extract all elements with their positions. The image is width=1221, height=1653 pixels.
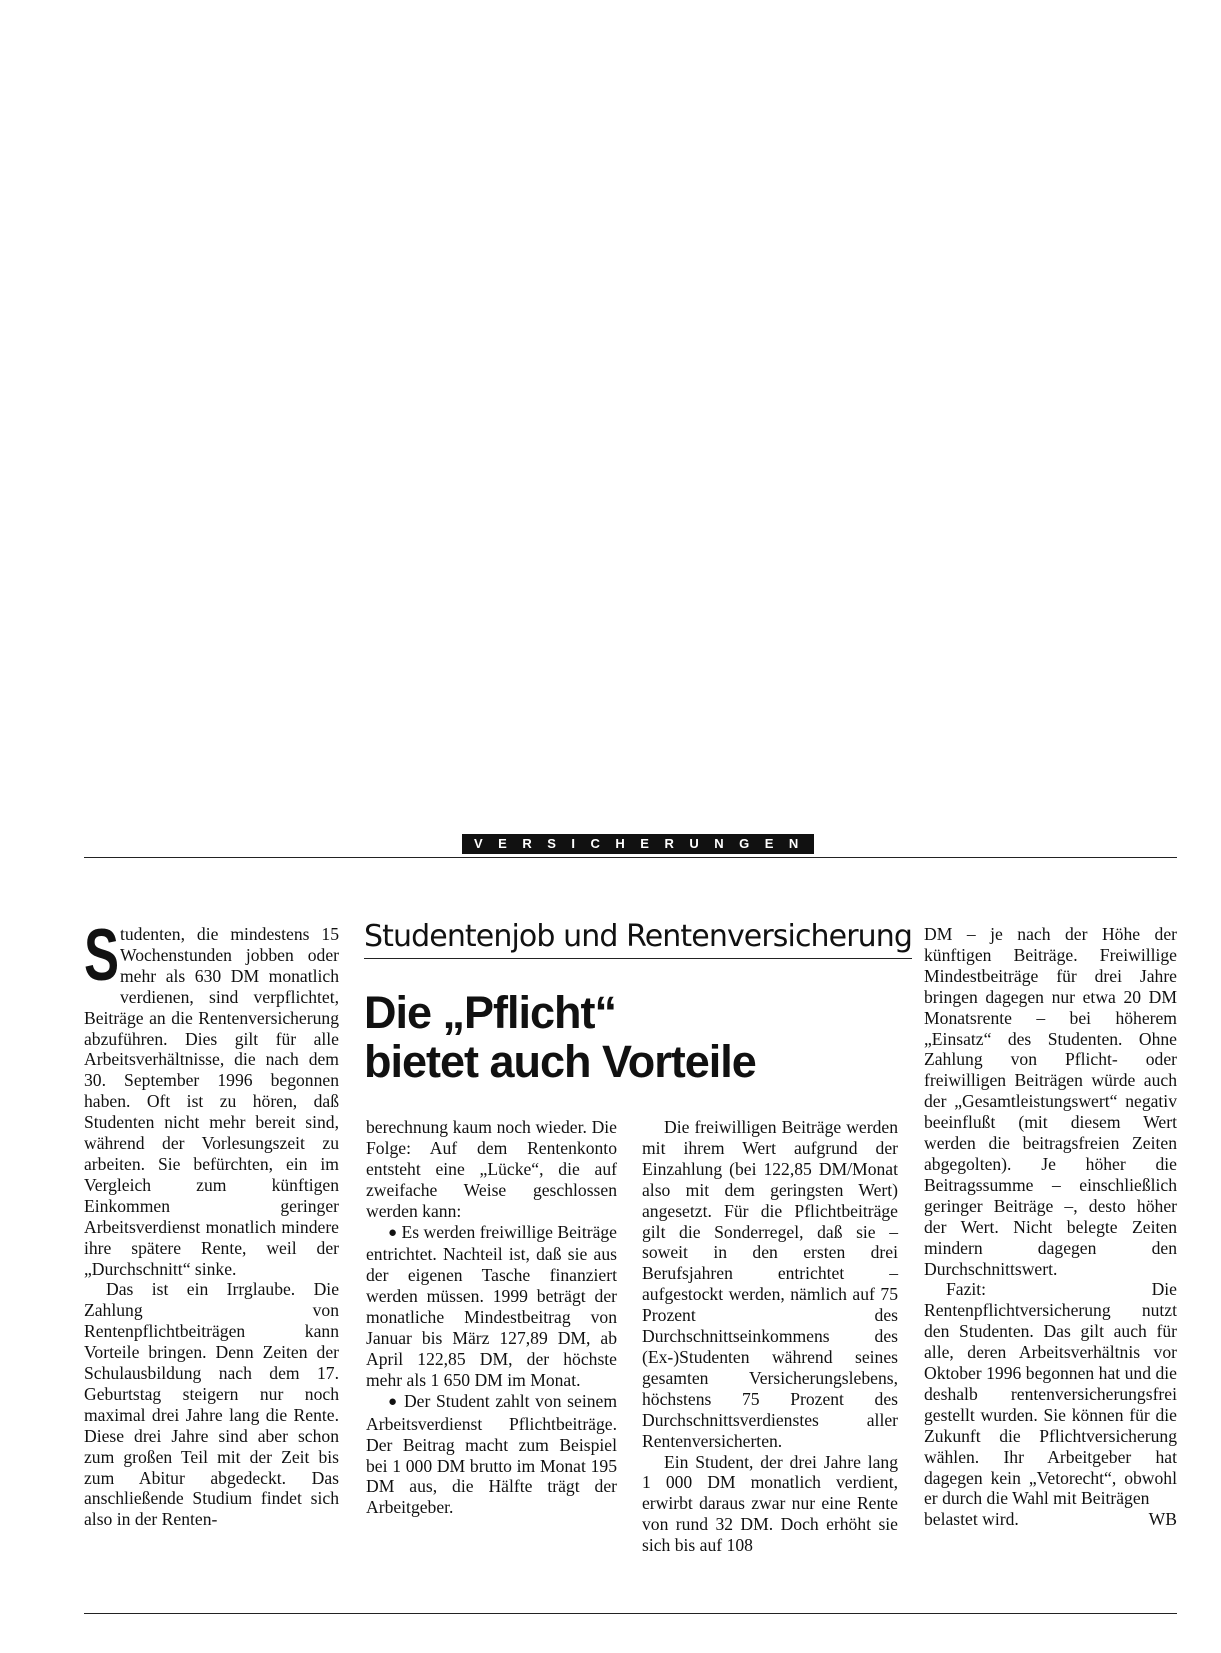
section-rubric [462,834,814,854]
article-headline [364,988,904,1086]
paragraph: DM – je nach der Höhe der künftigen Beiträge. Freiwillige Mindestbeiträge für drei Jahre bringen dagegen nur etwa 20 DM Monatsrente – bei höherem „Einsatz“ des Studenten. Ohne Zahlung von Pflicht- oder freiwilligen Beiträgen würde auch der „Gesamtleistungswert“ negativ beeinflußt (mit diesem Wert werden die beitragsfreien Zeiten abgegolten). Je höher die Beitragssumme – einschließlich geringer Beiträge –, desto höher der Wert. Nicht belegte Zeiten mindern dagegen den Durchschnittswert. [924,924,1177,1279]
paragraph-text: tudenten, die mindestens 15 Wochenstunden jobben oder mehr als 630 DM monatlich verdienen, sind verpflichtet, Beiträge an die Rentenversicherung abzuführen. Dies gilt für alle Arbeitsverhältnisse, die nach dem 30. September 1996 begonnen haben. Oft ist zu hören, daß Studenten nicht mehr bereit sind, während der Vorlesungszeit zu arbeiten. Sie befürchten, ein im Vergleich zum künftigen Einkommen geringer Arbeitsverdienst monatlich mindere ihre spätere Rente, weil der „Durchschnitt“ sinke. [84,924,339,1279]
headline-line-1: Die „Pflicht“ [364,987,617,1038]
bullet-icon: ● [388,1393,399,1410]
drop-cap: S [84,915,120,996]
article-kicker: Studentenjob und Rentenversicherung [364,918,912,959]
article-column-1 [84,915,339,1530]
article-column-4 [924,924,1177,1530]
top-rule [84,857,1177,858]
bullet-text: Der Student zahlt von seinem Arbeitsverdienst Pflichtbeiträge. Der Beitrag macht zum Beispiel bei 1 000 DM brutto im Monat 195 DM aus, die Hälfte trägt der Arbeitgeber. [366,1390,617,1518]
paragraph: Das ist ein Irrglaube. Die Zahlung von Rentenpflichtbeiträgen kann Vorteile bringen. Denn Zeiten der Schulausbildung nach dem 17. Geburtstag steigern nur noch maximal drei Jahre lang die Rente. Diese drei Jahre sind aber schon zum großen Teil mit der Zeit bis zum Abitur abgedeckt. Das anschließende Studium findet sich also in der Renten- [84,1279,339,1530]
bullet-item [366,1391,617,1518]
paragraph: Fazit: Die Rentenpflichtversicherung nutzt den Studenten. Das gilt auch für alle, deren Arbeitsverhältnis vor Oktober 1996 begonnen hat und die deshalb rentenversicherungsfrei gestellt wurden. Sie können für die Zukunft die Pflichtversicherung wählen. Ihr Arbeitgeber hat dagegen kein „Vetorecht“, obwohl er durch die Wahl mit Beiträgen [924,1279,1177,1509]
paragraph: Ein Student, der drei Jahre lang 1 000 DM monatlich verdient, erwirbt daraus zwar nur eine Rente von rund 32 DM. Doch erhöht sie sich bis auf 108 [642,1451,898,1556]
closing-line [924,1509,1177,1530]
bottom-rule [84,1613,1177,1614]
bullet-text: Es werden freiwillige Beiträge entrichtet. Nachteil ist, daß sie aus der eigenen Tasche finanziert werden müssen. 1999 beträgt der monatliche Mindestbeitrag von Januar bis März 127,89 DM, ab April 122,85 DM, der höchste mehr als 1 650 DM im Monat. [366,1221,617,1390]
article-column-2 [366,1117,617,1518]
headline-line-2: bietet auch Vorteile [364,1036,756,1087]
bullet-item [366,1222,617,1391]
bullet-icon: ● [388,1224,398,1241]
section-label: VERSICHERUNGEN [462,834,814,854]
closing-text: belastet wird. [924,1509,1019,1530]
author-signature: WB [1148,1509,1177,1530]
paragraph [84,915,339,1279]
paragraph: Die freiwilligen Beiträge werden mit ihrem Wert aufgrund der Einzahlung (bei 122,85 DM/Monat also mit dem geringsten Wert) angesetzt. Für die Pflichtbeiträge gilt die Sonderregel, daß sie – soweit in den ersten drei Berufsjahren entrichtet – aufgestockt werden, nämlich auf 75 Prozent des Durchschnittseinkommens des (Ex-)Studenten während seines gesamten Versicherungslebens, höchstens 75 Prozent des Durchschnittsverdienstes aller Rentenversicherten. [642,1117,898,1451]
article-column-3 [642,1117,898,1556]
paragraph: berechnung kaum noch wieder. Die Folge: Auf dem Rentenkonto entsteht eine „Lücke“, die auf zweifache Weise geschlossen werden kann: [366,1117,617,1221]
